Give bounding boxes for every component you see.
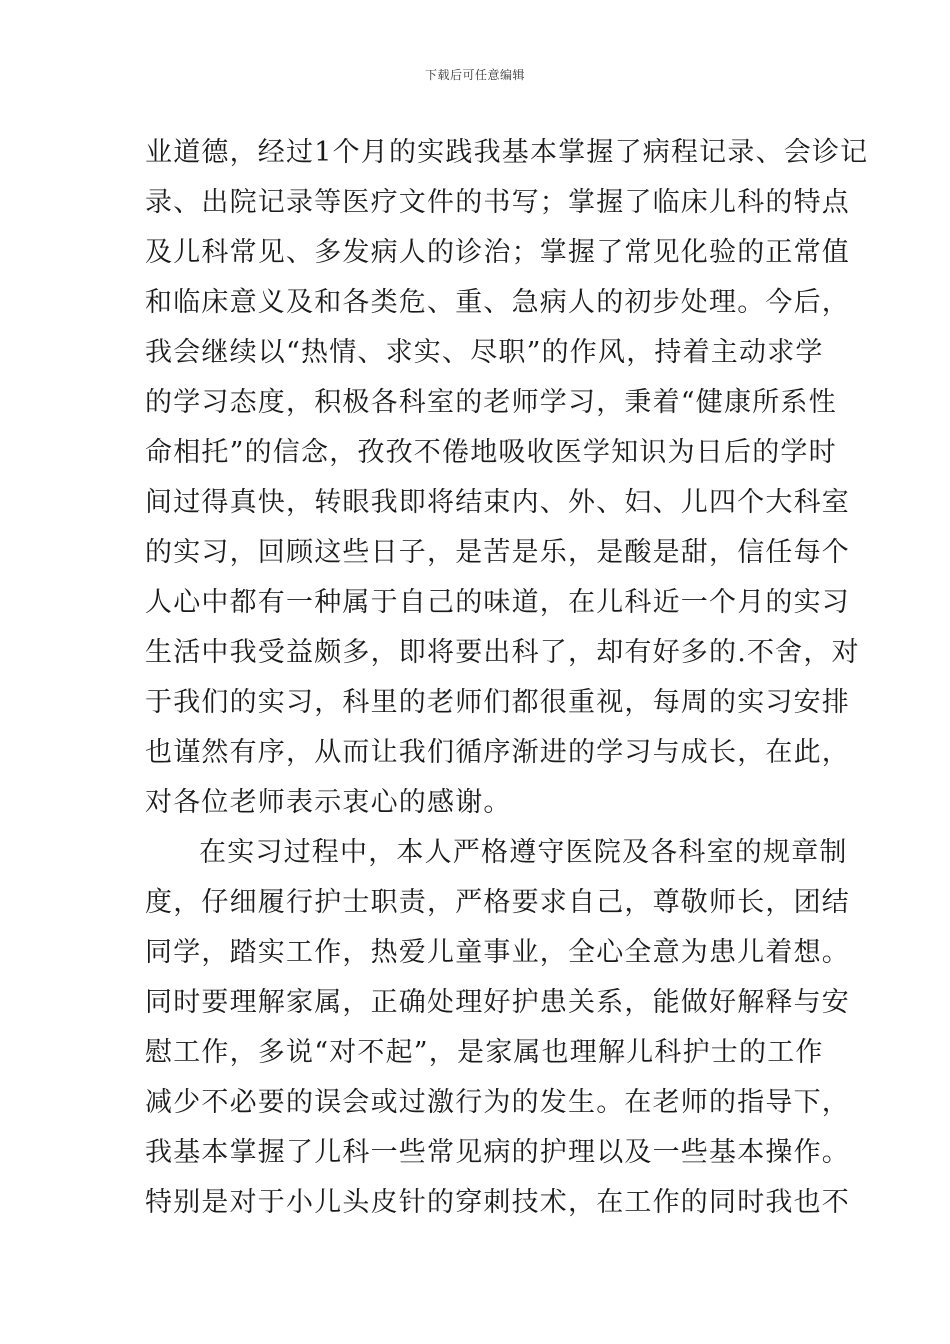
text-line: 的实习，回顾这些日子，是苦是乐，是酸是甜，信任每个 xyxy=(145,537,850,568)
text-line: 于我们的实习，科里的老师们都很重视，每周的实习安排 xyxy=(145,687,850,718)
text-line: 命相托”的信念，孜孜不倦地吸收医学知识为日后的学时 xyxy=(145,437,837,468)
document-body xyxy=(145,132,869,1232)
text-line: 及儿科常见、多发病人的诊治；掌握了常见化验的正常值 xyxy=(145,237,850,268)
text-line: 间过得真快，转眼我即将结束内、外、妇、儿四个大科室 xyxy=(145,487,850,518)
text-line: 人心中都有一种属于自己的味道，在儿科近一个月的实习 xyxy=(145,587,850,618)
paragraph-2 xyxy=(145,832,850,1232)
text-line: 同学，踏实工作，热爱儿童事业，全心全意为患儿着想。 xyxy=(145,937,850,968)
paragraph-1 xyxy=(145,132,869,832)
text-line-indented: 在实习过程中，本人严格遵守医院及各科室的规章制 xyxy=(199,837,848,868)
text-line: 我基本掌握了儿科一些常见病的护理以及一些基本操作。 xyxy=(145,1137,850,1168)
text-line: 也谨然有序，从而让我们循序渐进的学习与成长，在此， xyxy=(145,737,850,768)
text-line: 对各位老师表示衷心的感谢。 xyxy=(145,787,512,818)
text-line: 的学习态度，积极各科室的老师学习，秉着“健康所系性 xyxy=(145,387,837,418)
text-line: 录、出院记录等医疗文件的书写；掌握了临床儿科的特点 xyxy=(145,187,850,218)
text-line: 我会继续以“热情、求实、尽职”的作风，持着主动求学 xyxy=(145,337,824,368)
text-line: 减少不必要的误会或过激行为的发生。在老师的指导下， xyxy=(145,1087,850,1118)
text-line: 度，仔细履行护士职责，严格要求自己，尊敬师长，团结 xyxy=(145,887,850,918)
text-line: 和临床意义及和各类危、重、急病人的初步处理。今后， xyxy=(145,287,850,318)
text-line: 慰工作，多说“对不起”，是家属也理解儿科护士的工作 xyxy=(145,1037,824,1068)
text-line: 业道德，经过1个月的实践我基本掌握了病程记录、会诊记 xyxy=(145,137,869,168)
page-header: 下载后可任意编辑 xyxy=(424,68,525,82)
text-line: 特别是对于小儿头皮针的穿刺技术，在工作的同时我也不 xyxy=(145,1187,850,1218)
text-line: 同时要理解家属，正确处理好护患关系，能做好解释与安 xyxy=(145,987,850,1018)
text-line: 生活中我受益颇多，即将要出科了，却有好多的.不舍，对 xyxy=(145,637,860,668)
